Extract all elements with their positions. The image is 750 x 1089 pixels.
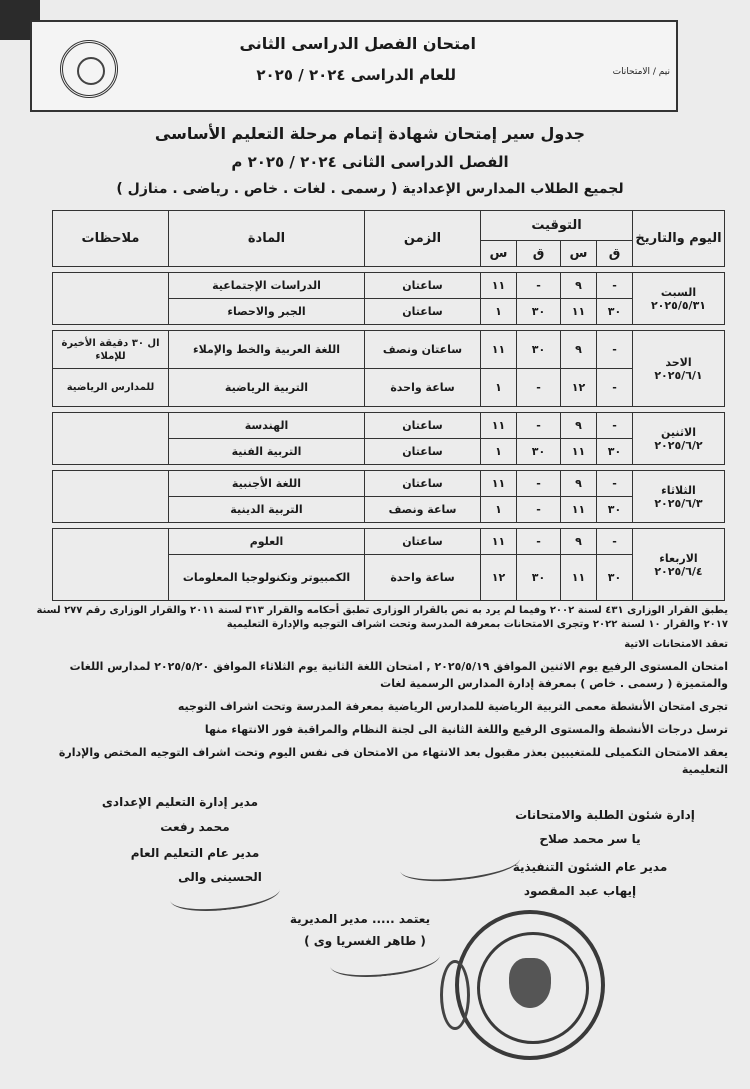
- day-cell: الاحد ٢٠٢٥/٦/١: [633, 331, 725, 407]
- day-cell: الاثنين ٢٠٢٥/٦/٢: [633, 413, 725, 465]
- day-cell: الاربعاء ٢٠٢٥/٦/٤: [633, 529, 725, 601]
- header-subject: المادة: [169, 211, 365, 267]
- subject-cell: التربية الدينية: [169, 497, 365, 523]
- duration-cell: ساعتان: [365, 413, 481, 439]
- notes-cell: ال ٣٠ دقيقة الأخيرة للإملاء: [53, 331, 169, 369]
- subject-cell: التربية الفنية: [169, 439, 365, 465]
- duration-cell: ساعتان: [365, 471, 481, 497]
- schedule-title: جدول سير إمتحان شهادة إتمام مرحلة التعليم الأساسى: [154, 124, 586, 143]
- sig-left-title: مدير إدارة التعليم الإعدادى: [101, 795, 259, 809]
- audience-line: لجميع الطلاب المدارس الإعدادية ( رسمى . لغات . خاص . رياضى . منازل ): [116, 181, 624, 197]
- academic-year: للعام الدراسى ٢٠٢٤ / ٢٠٢٥: [256, 66, 456, 84]
- header-box: [30, 20, 678, 112]
- sig-left-title2: مدير عام التعليم العام: [130, 846, 260, 860]
- duration-cell: ساعتان: [365, 439, 481, 465]
- duration-cell: ساعة ونصف: [365, 497, 481, 523]
- edge-label: نيم / الامتحانات: [612, 67, 670, 77]
- header-notes: ملاحظات: [53, 211, 169, 267]
- sig-left-name2: الحسينى والى: [178, 870, 262, 884]
- ministry-logo-icon: [60, 40, 118, 98]
- official-seal-icon: [455, 910, 605, 1060]
- notes-cell: [53, 413, 169, 465]
- header-to-minute: ق: [517, 241, 561, 267]
- duration-cell: ساعة واحدة: [365, 555, 481, 601]
- subject-cell: اللغة العربية والخط والإملاء: [169, 331, 365, 369]
- duration-cell: ساعتان: [365, 299, 481, 325]
- instruction-grades: ترسل درجات الأنشطة والمستوى الرفيع واللغة الثانية الى لجنة النظام والمراقبة فور الانتهاء منها: [204, 723, 728, 736]
- sig-right-title: إدارة شئون الطلبة والامتحانات: [515, 808, 695, 822]
- subject-cell: اللغة الأجنبية: [169, 471, 365, 497]
- header-from-hour: س: [561, 241, 597, 267]
- subject-cell: التربية الرياضية: [169, 369, 365, 407]
- subject-cell: الكمبيوتر وتكنولوجيا المعلومات: [169, 555, 365, 601]
- approval-line: يعتمد ..... مدير المديرية: [289, 912, 431, 926]
- header-to-hour: س: [481, 241, 517, 267]
- subject-cell: الدراسات الإجتماعية: [169, 273, 365, 299]
- semester-line: الفصل الدراسى الثانى ٢٠٢٤ / ٢٠٢٥ م: [231, 153, 509, 171]
- instruction-advanced-level: امتحان المستوى الرفيع يوم الاثنين الموافق ٢٠٢٥/٥/١٩ , امتحان اللغة الثانية يوم الثلاثاء الموافق ٢٠٢٥/٥/٢٠ لمدارس اللغات والمتميزة ( رسمى . خاص ) بمعرفة إدارة المدارس الرسمية لغات: [69, 660, 728, 690]
- header-duration: الزمن: [365, 211, 481, 267]
- subject-cell: العلوم: [169, 529, 365, 555]
- day-cell: الثلاثاء ٢٠٢٥/٦/٣: [633, 471, 725, 523]
- notes-cell: [53, 529, 169, 601]
- duration-cell: ساعتان: [365, 273, 481, 299]
- subject-cell: الجبر والاحصاء: [169, 299, 365, 325]
- seal-ribbon-icon: [440, 960, 470, 1030]
- duration-cell: ساعتان ونصف: [365, 331, 481, 369]
- day-cell: السبت ٢٠٢٥/٥/٣١: [633, 273, 725, 325]
- approval-name: ( طاهر الغسريا وى ): [304, 934, 426, 948]
- instruction-activities: تجرى امتحان الأنشطة معمى التربية الرياضية للمدارس الرياضية بمعرفة المدرسة وتحت اشراف التوجيه: [177, 700, 728, 713]
- sig-right-title2: مدير عام الشئون التنفيذية: [512, 860, 668, 874]
- header-from-minute: ق: [597, 241, 633, 267]
- schedule-titles: [60, 124, 680, 197]
- duration-cell: ساعة واحدة: [365, 369, 481, 407]
- notes-cell: [53, 273, 169, 325]
- duration-cell: ساعتان: [365, 529, 481, 555]
- instruction-following-exams: تعقد الامتحانات الاتية: [624, 639, 728, 650]
- exam-title: امتحان الفصل الدراسى الثانى: [239, 34, 476, 53]
- subject-cell: الهندسة: [169, 413, 365, 439]
- header-timing: التوقيت: [481, 211, 633, 241]
- instruction-regulations: يطبق القرار الوزارى ٤٣١ لسنة ٢٠٠٢ وفيما لم يرد به نص بالقرار الوزارى تطبق أحكامه والقرار ٣١٣ لسنة ٢٠١١ والقرار الوزارى رقم ٢٧٧ لسنة ٢٠١٧ والقرار ١٠ لسنة ٢٠٢٢ وتجرى الامتحانات بمعرفة المدرسة وتحت اشراف التوجيه والإدارة التعليمية: [36, 605, 728, 630]
- header-day: اليوم والتاريخ: [633, 211, 725, 267]
- sig-left-name: محمد رفعت: [160, 820, 230, 834]
- exam-schedule-table: اليوم والتاريخ التوقيت الزمن المادة ملاحظات ق س ق س السبت ٢٠٢٥/٥/٣١ - ٩ - ١١ ساعتان الدراسات الإجتماعية ٣٠ ١١ ٣٠ ١ ساعتان الجبر والاحصاء الاحد ٢٠٢٥/٦/١ - ٩ ٣٠ ١١ ساعتان ونصف اللغة العربية والخط والإملاء ال ٣٠ دقيقة الأخيرة للإملاء - ١٢ - ١ ساعة واحدة التربية الرياضية للمدارس الرياضية الاثنين ٢٠٢٥/٦/٢ - ٩ - ١١ ساعتان الهندسة ٣٠ ١١ ٣٠ ١ ساعتان التربية الفنية الثلاثاء ٢٠٢٥/٦/٣ - ٩ - ١١ ساعتان اللغة الأجنبية ٣٠ ١١ - ١ ساعة ونصف التربية الدينية الاربعاء ٢٠٢٥/٦/٤ - ٩ - ١١ ساعتان العلوم ٣٠ ١١ ٣٠ ١٢ ساعة واحدة الكمبيوتر وتكنولوجيا المعلومات: [52, 210, 725, 601]
- signature-scribble: [399, 844, 521, 886]
- instruction-makeup: يعقد الامتحان التكميلى للمتغيبين بعذر مقبول بعد الانتهاء من الامتحان فى نفس اليوم وتحت اشراف التوجيه المختص والإدارة التعليمية: [58, 746, 728, 776]
- sig-right-name2: إيهاب عبد المقصود: [523, 884, 637, 898]
- sig-right-name: يا سر محمد صلاح: [539, 832, 641, 846]
- instructions: [22, 604, 728, 784]
- notes-cell: [53, 471, 169, 523]
- notes-cell: للمدارس الرياضية: [53, 369, 169, 407]
